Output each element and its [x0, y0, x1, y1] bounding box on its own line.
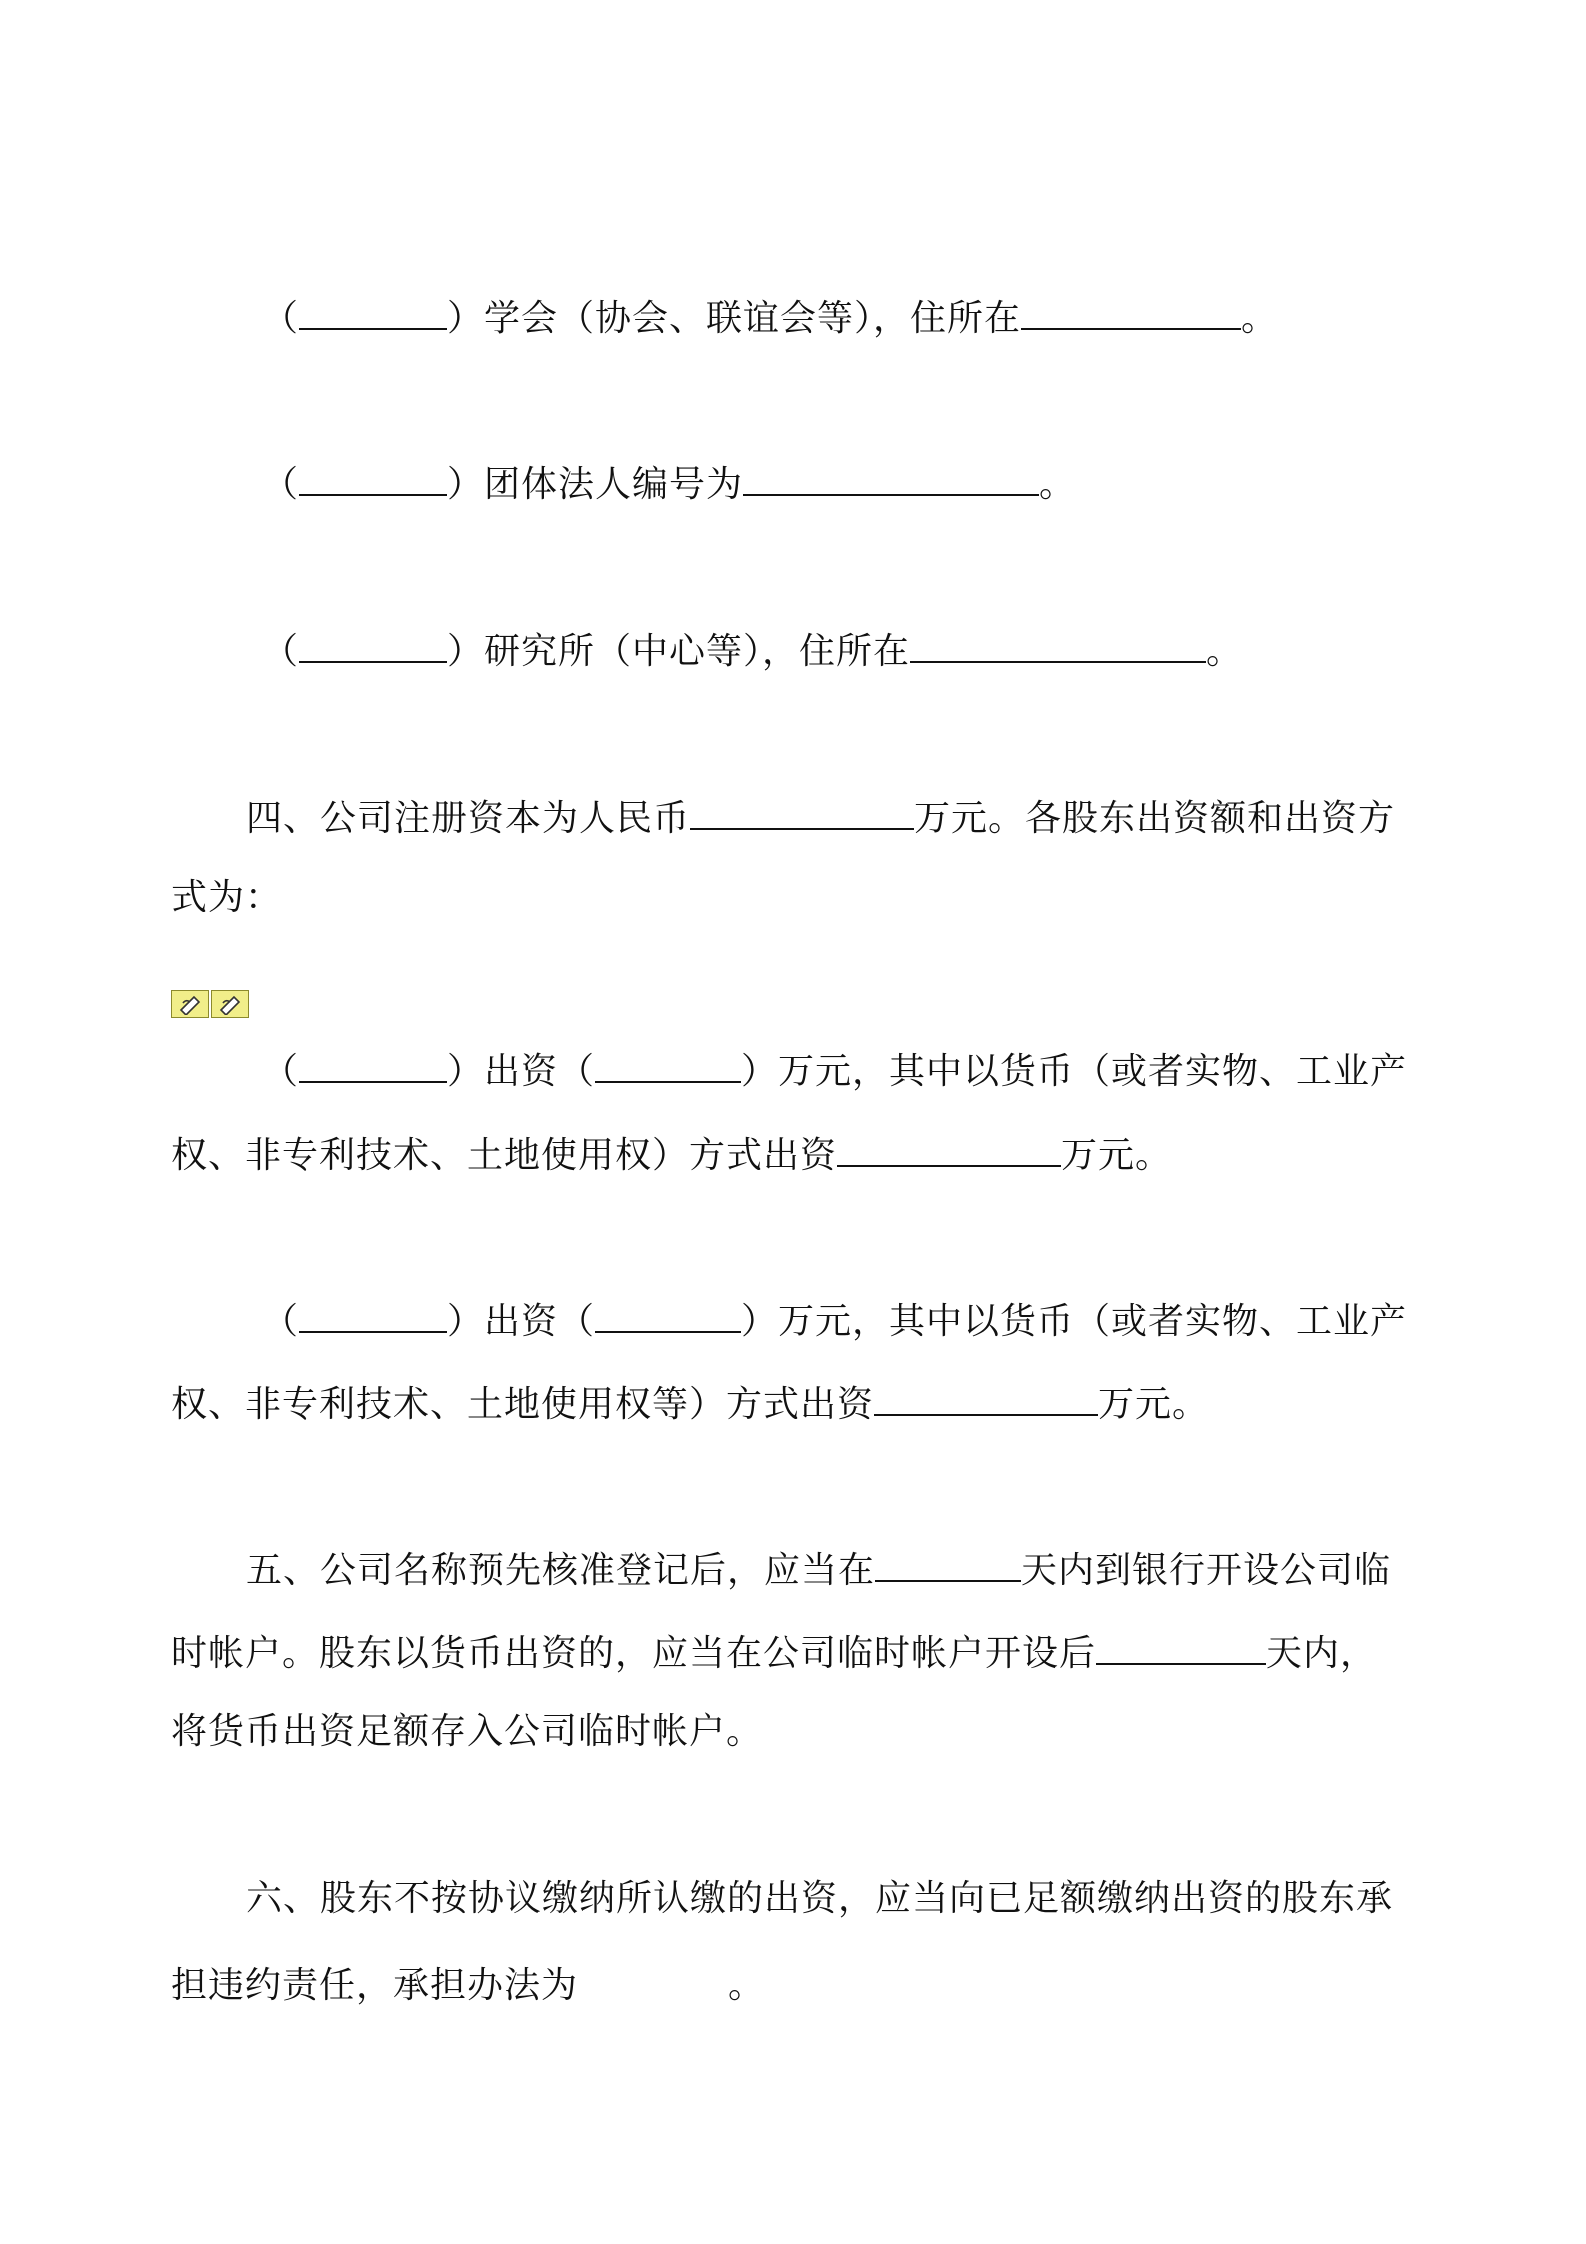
clause-text: 权、非专利技术、土地使用权）方式出资: [171, 1135, 838, 1176]
capital-blank-field[interactable]: [690, 788, 914, 830]
amount-blank[interactable]: [595, 1291, 741, 1333]
clause-six-line-1: [246, 1873, 1393, 1925]
clause-text: ）学会（协会、联谊会等），住所在: [447, 298, 1022, 339]
clause-five-line-1: [246, 1540, 1391, 1597]
clause-institute-line: [262, 621, 1243, 678]
days-blank[interactable]: [875, 1540, 1021, 1582]
shareholder-contribution-line-1: [262, 1041, 1407, 1098]
method-blank[interactable]: [578, 1957, 728, 1997]
open-paren: （: [262, 1301, 300, 1342]
shareholder-contribution-line-3: [262, 1291, 1407, 1348]
clause-text: 万元。: [1061, 1135, 1173, 1176]
clause-text: 六、股东不按协议缴纳所认缴的出资，应当向已足额缴纳出资的股东承: [246, 1878, 1394, 1919]
clause-text: 天内到银行开设公司临: [1021, 1550, 1392, 1591]
shareholder-contribution-line-2: [171, 1125, 1172, 1182]
comment-marker[interactable]: [171, 990, 249, 1018]
clause-text: 万元。: [1098, 1384, 1210, 1425]
clause-text: 式为：: [171, 877, 283, 918]
open-paren: （: [262, 298, 300, 339]
clause-text: ）研究所（中心等），住所在: [447, 631, 911, 672]
clause-org-number-line: [262, 454, 1076, 511]
period: 。: [728, 1965, 766, 2006]
clause-text: 权、非专利技术、土地使用权等）方式出资: [171, 1384, 875, 1425]
open-paren: （: [262, 631, 300, 672]
clause-five-line-2: [171, 1623, 1377, 1680]
clause-text: 天内，: [1266, 1633, 1378, 1674]
amount-blank[interactable]: [595, 1041, 741, 1083]
clause-six-line-2: [171, 1957, 765, 2012]
shareholder-name-blank[interactable]: [299, 1291, 447, 1333]
clause-association-line: [262, 288, 1278, 345]
clause-text: ）出资（: [447, 1301, 596, 1342]
clause-text: 担违约责任，承担办法为: [171, 1965, 579, 2006]
open-paren: （: [262, 1051, 300, 1092]
open-paren: （: [262, 464, 300, 505]
clause-four-line-2: [171, 872, 282, 924]
pencil-note-icon: [211, 990, 249, 1018]
clause-text: 万元。各股东出资额和出资方: [914, 798, 1396, 839]
address-blank-field[interactable]: [1021, 288, 1241, 330]
shareholder-name-blank[interactable]: [299, 1041, 447, 1083]
blank-field[interactable]: [299, 288, 447, 330]
address-blank-field[interactable]: [910, 621, 1206, 663]
blank-field[interactable]: [299, 621, 447, 663]
clause-text: 将货币出资足额存入公司临时帐户。: [171, 1711, 764, 1752]
number-blank-field[interactable]: [743, 454, 1039, 496]
pencil-note-icon: [171, 990, 209, 1018]
clause-text: ）团体法人编号为: [447, 464, 744, 505]
amount-blank[interactable]: [837, 1125, 1061, 1167]
clause-four-line-1: [246, 788, 1395, 845]
period: 。: [1241, 298, 1279, 339]
clause-text: ）万元，其中以货币（或者实物、工业产: [741, 1051, 1408, 1092]
clause-text: ）万元，其中以货币（或者实物、工业产: [741, 1301, 1408, 1342]
period: 。: [1206, 631, 1244, 672]
clause-text: 时帐户。股东以货币出资的，应当在公司临时帐户开设后: [171, 1633, 1097, 1674]
clause-text: 四、公司注册资本为人民币: [246, 798, 691, 839]
period: 。: [1039, 464, 1077, 505]
blank-field[interactable]: [299, 454, 447, 496]
clause-five-line-3: [171, 1706, 763, 1758]
days-blank[interactable]: [1096, 1623, 1266, 1665]
shareholder-contribution-line-4: [171, 1374, 1209, 1431]
clause-text: ）出资（: [447, 1051, 596, 1092]
amount-blank[interactable]: [874, 1374, 1098, 1416]
clause-text: 五、公司名称预先核准登记后，应当在: [246, 1550, 876, 1591]
